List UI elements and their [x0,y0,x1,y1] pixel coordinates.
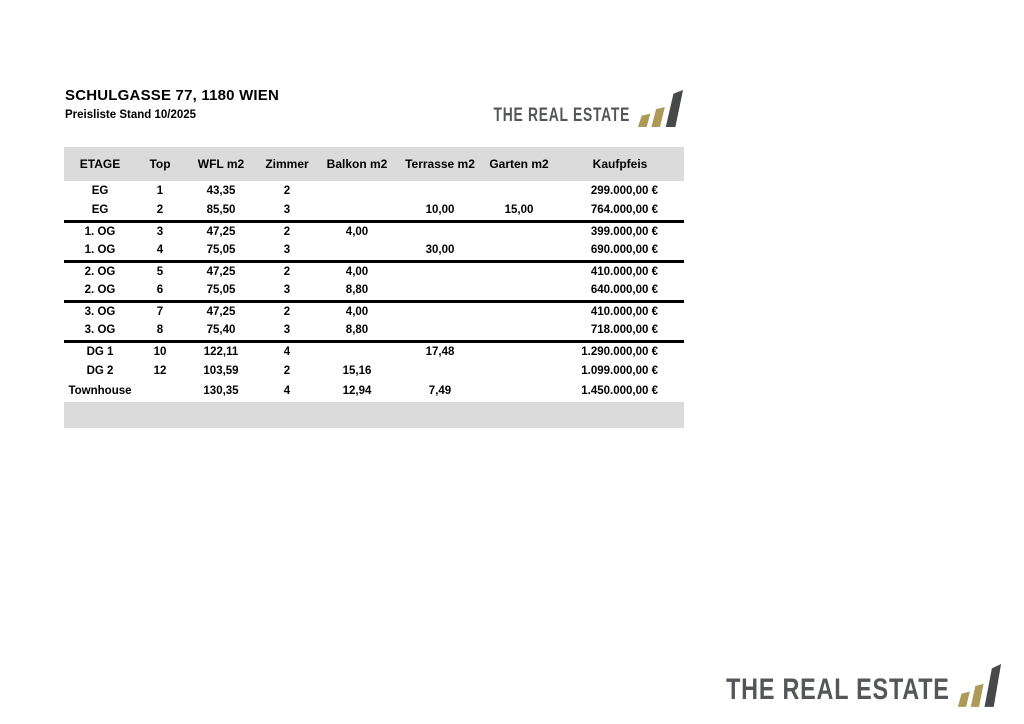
cell-etage: 2. OG [64,281,136,301]
cell-top: 4 [136,241,184,261]
cell-zimmer: 2 [283,305,291,318]
column-header-zimmer: Zimmer [265,157,309,171]
cell-balkon [316,341,398,361]
table-row [64,381,684,401]
cell-wfl: 85,50 [184,201,258,221]
cell-kaufpreis: 399.000,00 € [590,225,658,238]
cell-kaufpreis: 410.000,00 € [590,305,658,318]
table-row [64,221,684,241]
column-header-garten: Garten m2 [489,157,549,171]
cell-kaufpreis: 718.000,00 € [556,321,684,341]
cell-garten [482,341,556,361]
cell-balkon: 15,16 [342,365,372,377]
cell-etage: DG 1 [86,345,114,358]
cell-etage: Townhouse [68,385,132,397]
logo-text: THE REAL ESTATE [726,673,950,706]
cell-garten [482,281,556,301]
logo-text: THE REAL ESTATE [493,105,630,126]
cell-top: 2 [136,201,184,221]
cell-etage: 3. OG [64,321,136,341]
cell-garten [482,381,556,401]
cell-wfl: 122,11 [203,345,239,358]
cell-balkon: 4,00 [345,265,369,278]
cell-wfl: 75,05 [184,281,258,301]
cell-zimmer: 3 [258,241,316,261]
cell-zimmer: 3 [258,281,316,301]
column-header-terrasse: Terrasse m2 [405,157,475,171]
cell-balkon [316,201,398,221]
company-logo-footer [663,664,1002,708]
column-header-balkon: Balkon m2 [326,157,388,171]
cell-top: 3 [156,225,164,238]
cell-terrasse [398,301,482,321]
table-row [64,281,684,301]
cell-garten [482,321,556,341]
cell-etage: 3. OG [84,305,116,318]
cell-top: 7 [156,305,164,318]
cell-top [136,381,184,401]
table-row [64,361,684,381]
cell-garten [482,241,556,261]
growth-bars-icon [636,90,684,128]
cell-wfl: 47,25 [206,305,236,318]
cell-terrasse [398,321,482,341]
table-footer-bar [64,402,684,428]
cell-kaufpreis: 299.000,00 € [590,185,658,197]
table-row [64,321,684,341]
cell-etage: EG [64,201,136,221]
cell-terrasse: 30,00 [398,241,482,261]
table-row [64,181,684,201]
cell-kaufpreis: 1.290.000,00 € [581,345,658,358]
cell-balkon: 8,80 [316,281,398,301]
table-row [64,241,684,261]
cell-terrasse: 7,49 [428,385,452,397]
column-header-top: Top [149,157,171,171]
company-logo-top [443,90,684,128]
table-row [64,201,684,221]
cell-zimmer: 4 [283,385,291,397]
column-header-etage: ETAGE [79,157,121,171]
cell-balkon: 12,94 [342,385,372,397]
column-header-wfl: WFL m2 [197,157,245,171]
cell-terrasse [398,261,482,281]
cell-zimmer: 4 [283,345,291,358]
cell-kaufpreis: 690.000,00 € [556,241,684,261]
cell-wfl: 103,59 [203,365,239,377]
cell-garten [482,361,556,381]
cell-kaufpreis: 764.000,00 € [556,201,684,221]
cell-zimmer: 3 [258,201,316,221]
cell-terrasse [398,221,482,241]
cell-garten [482,221,556,241]
cell-top: 12 [153,365,167,377]
column-header-kaufpreis: Kaufpfeis [592,157,648,171]
cell-top: 8 [136,321,184,341]
table-header-row [64,147,684,181]
cell-wfl: 75,40 [184,321,258,341]
price-table-section [64,147,684,428]
cell-wfl: 43,35 [206,185,236,197]
cell-garten [482,181,556,201]
growth-bars-icon [956,664,1002,708]
table-row [64,341,684,361]
cell-etage: 2. OG [84,265,116,278]
cell-balkon [316,241,398,261]
cell-garten: 15,00 [482,201,556,221]
cell-terrasse: 17,48 [425,345,455,358]
cell-kaufpreis: 1.099.000,00 € [581,365,658,377]
cell-balkon [316,181,398,201]
cell-wfl: 47,25 [206,225,236,238]
cell-etage: DG 2 [86,365,114,377]
cell-wfl: 130,35 [203,385,239,397]
cell-zimmer: 2 [283,365,291,377]
cell-garten [482,261,556,281]
table-row [64,261,684,281]
page-title: SCHULGASSE 77, 1180 WIEN [65,87,280,104]
cell-kaufpreis: 410.000,00 € [590,265,658,278]
cell-etage: EG [91,185,109,197]
cell-zimmer: 2 [283,265,291,278]
cell-top: 6 [136,281,184,301]
cell-kaufpreis: 640.000,00 € [556,281,684,301]
cell-etage: 1. OG [84,225,116,238]
cell-balkon: 4,00 [345,225,369,238]
page-subtitle: Preisliste Stand 10/2025 [65,109,197,121]
cell-wfl: 47,25 [206,265,236,278]
cell-terrasse [398,361,482,381]
cell-garten [482,301,556,321]
cell-zimmer: 2 [283,225,291,238]
cell-top: 1 [156,185,164,197]
cell-terrasse [398,281,482,301]
cell-terrasse: 10,00 [398,201,482,221]
price-table [64,147,684,401]
table-row [64,301,684,321]
cell-balkon: 4,00 [345,305,369,318]
cell-balkon: 8,80 [316,321,398,341]
cell-terrasse [398,181,482,201]
cell-zimmer: 3 [258,321,316,341]
cell-zimmer: 2 [283,185,291,197]
cell-etage: 1. OG [64,241,136,261]
cell-wfl: 75,05 [184,241,258,261]
cell-kaufpreis: 1.450.000,00 € [581,385,658,397]
cell-top: 10 [153,345,167,358]
cell-top: 5 [156,265,164,278]
